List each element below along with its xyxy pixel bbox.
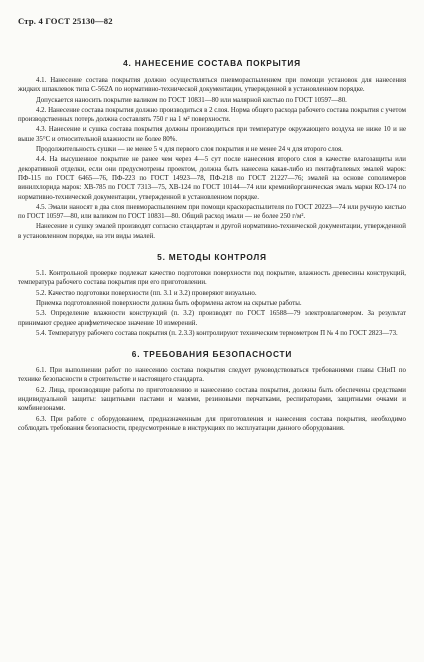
paragraph: 4.5. Эмали наносят в два слоя пневмораспылением при помощи краскораспылителя по ГОСТ 20223—74 или ручную кистью по ГОСТ 10597—80, или валиком по ГОСТ 10831—80. Общий расход эмали — не более 250 г/м². [18, 203, 406, 221]
section-heading-application: 4. НАНЕСЕНИЕ СОСТАВА ПОКРЫТИЯ [123, 58, 301, 68]
page-header: Стр. 4 ГОСТ 25130—82 [18, 16, 113, 26]
paragraph: 6.2. Лица, производящие работы по приготовлению и нанесению состава покрытия, должны быть обеспечены средствами индивидуальной защиты: защитными пастами и мазями, резиновыми перчатками, респираторами, защитными очками и комбинезонами. [18, 386, 406, 413]
paragraph: 5.4. Температуру рабочего состава покрытия (п. 2.3.3) контролируют техническим термометром П № 4 по ГОСТ 2823—73. [36, 329, 398, 337]
paragraph: 5.3. Определение влажности конструкций (п. 3.2) производят по ГОСТ 16588—79 электровлагомером. За результат принимают среднее арифметическое значение 10 измерений. [18, 310, 406, 327]
paragraph: 6.3. При работе с оборудованием, предназначенным для приготовления и нанесения состава покрытия, необходимо соблюдать требования безопасности, предусмотренные в инструкциях по эксплуатации данного оборудования. [18, 415, 406, 432]
paragraph: Нанесение и сушку эмалей производят согласно стандартам и другой нормативно-технической документации, утвержденной в установленном порядке, на эти виды эмалей. [18, 223, 406, 240]
paragraph: Допускается наносить покрытие валиком по ГОСТ 10831—80 или малярной кистью по ГОСТ 10597—80. [36, 96, 347, 104]
paragraph: Продолжительность сушки — не менее 5 ч для первого слоя покрытия и не менее 24 ч для второго слоя. [36, 146, 343, 154]
paragraph: 4.2. Нанесение состава покрытия должно производиться в 2 слоя. Норма общего расхода рабочего состава покрытия с учетом производственных потерь должна составлять 750 г на 1 м² поверхности. [18, 106, 406, 124]
paragraph: 6.1. При выполнении работ по нанесению состава покрытия следует руководствоваться требованиями главы СНиП по технике безопасности в строительстве и настоящего стандарта. [18, 367, 406, 384]
paragraph: Приемка подготовленной поверхности должна быть оформлена актом на скрытые работы. [36, 299, 302, 307]
paragraph: 4.1. Нанесение состава покрытия должно осуществляться пневмораспылением при помощи установок для нанесения жидких шпаклевок типа С-562А по нормативно-технической документации, утвержденной в установленном порядке. [18, 77, 406, 94]
section-heading-safety: 6. ТРЕБОВАНИЯ БЕЗОПАСНОСТИ [131, 349, 293, 360]
paragraph: 5.2. Качество подготовки поверхности (пп. 3.1 и 3.2) проверяют визуально. [36, 289, 257, 297]
paragraph: 4.3. Нанесение и сушка состава покрытия должны производиться при температуре окружающего воздуха не ниже 10 и не выше 35°С и относительной влажности не более 80%. [18, 126, 406, 143]
paragraph: 5.1. Контрольной проверке подлежат качество подготовки поверхности под покрытие, влажность древесины конструкций, температура рабочего состава покрытия при его приготовлении. [18, 270, 406, 287]
section-heading-control-methods: 5. МЕТОДЫ КОНТРОЛЯ [157, 252, 267, 263]
paragraph: 4.4. На высушенное покрытие не ранее чем через 4—5 сут после нанесения второго слоя в качестве влагозащиты или декоративной отделки, если они предусмотрены проектом, должна быть нанесена какая-либо из пентафталевых эмалей марок: ПФ-115 по ГОСТ 6465—76, ПФ-223 по ГОСТ 14923—78, ПФ-218 по ГОСТ 21227—76; эмалей на основе сополимеров винилхлорида марок: ХВ-785 по ГОСТ 7313—75, ХВ-124 по ГОСТ 10144—74 или кремнийорганическая эмаль марки КО-174 по нормативно-технической документации, утвержденной в установленном порядке. [18, 156, 406, 201]
